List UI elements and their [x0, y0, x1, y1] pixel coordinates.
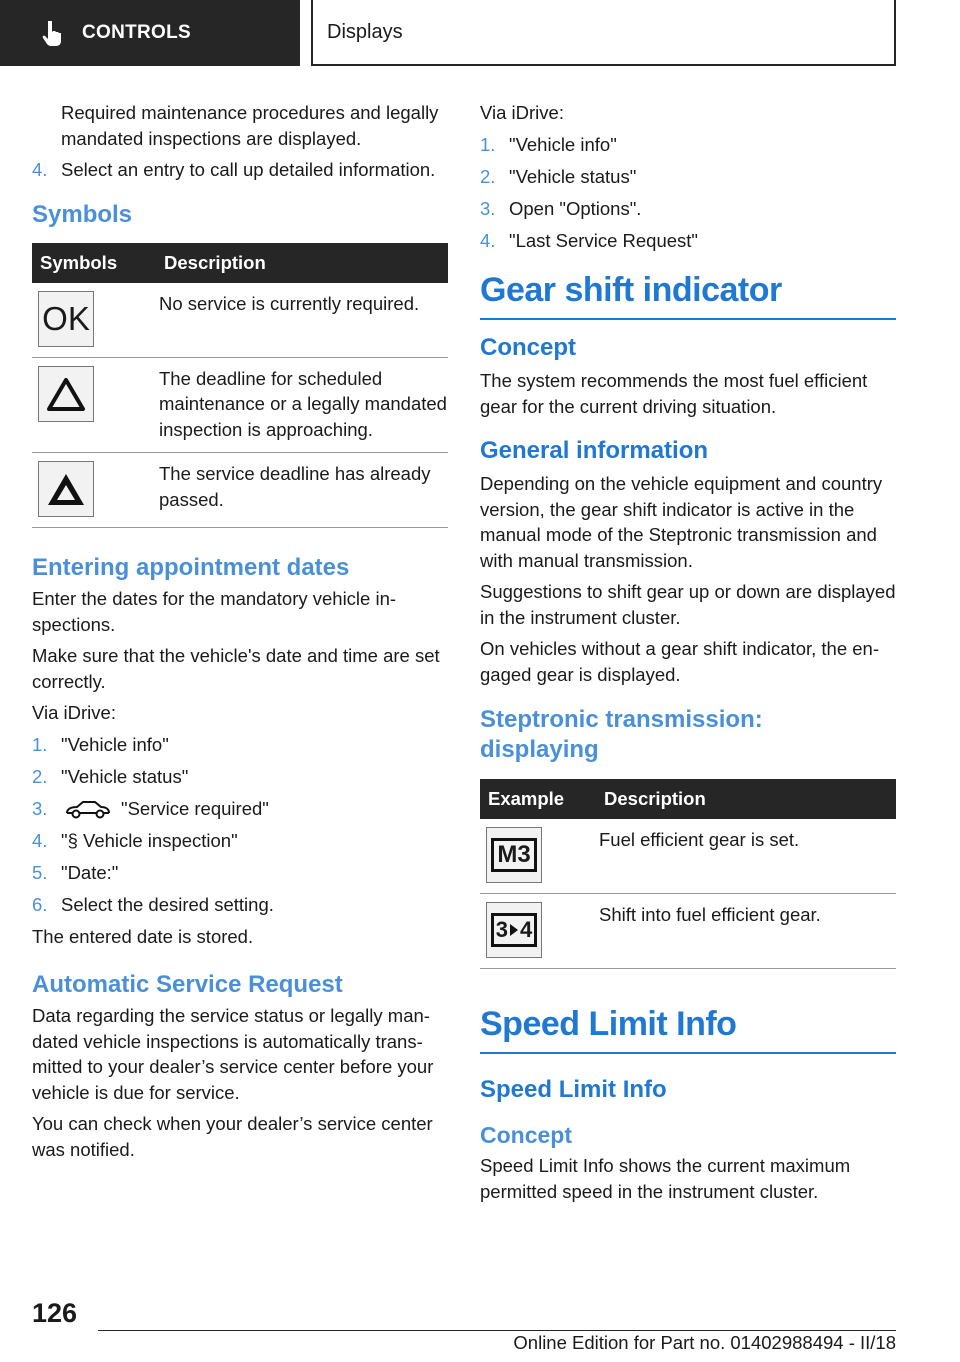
paragraph: You can check when your dealer’s service center was notified. — [32, 1113, 433, 1160]
table-cell: Fuel efficient gear is set. — [596, 819, 896, 894]
table-header: Example — [480, 779, 596, 819]
chapter-title: Displays — [327, 20, 403, 43]
shift-3-to-4-icon: 3 4 — [486, 902, 542, 958]
table-row — [480, 894, 896, 969]
m3-gear-icon: M3 — [486, 827, 542, 883]
paragraph: Via iDrive: — [32, 702, 116, 723]
table-cell: The service deadline has already passed. — [156, 453, 448, 528]
paragraph: Make sure that the vehicle's date and time are set correctly. — [32, 645, 440, 692]
list-item: 2. "Vehicle status" — [32, 765, 189, 787]
list-item: 6. Select the desired setting. — [32, 893, 274, 915]
car-service-icon — [63, 799, 111, 819]
table-cell: Shift into fuel efficient gear. — [596, 894, 896, 969]
page-number: 126 — [32, 1298, 78, 1328]
table-header: Description — [156, 243, 448, 283]
list-item: 4. "§ Vehicle inspection" — [32, 829, 238, 851]
example-table — [480, 779, 896, 969]
right-column — [480, 100, 896, 1210]
symbols-table — [32, 243, 448, 529]
list-item: 3. Open "Options". — [480, 197, 642, 219]
page-footer — [0, 1290, 960, 1362]
table-row — [480, 819, 896, 894]
asr-heading: Automatic Service Request — [32, 971, 343, 998]
list-item: 4. "Last Service Request" — [480, 229, 698, 251]
paragraph: The entered date is stored. — [32, 925, 254, 947]
ok-icon: OK — [38, 291, 94, 347]
speed-limit-heading: Speed Limit Info — [480, 1005, 896, 1054]
symbols-heading: Symbols — [32, 200, 133, 228]
list-item — [32, 157, 448, 183]
list-item: 3. "Service required" — [32, 797, 269, 819]
paragraph: Speed Limit Info shows the current maximum permitted speed in the instrument cluster. — [480, 1155, 851, 1202]
general-info-heading: General information — [480, 437, 709, 464]
paragraph: Depending on the vehicle equipment and country version, the gear shift indicator is active in the manual mode of the Steptronic transmission and with manual transmission. — [480, 473, 883, 571]
concept-heading: Concept — [480, 334, 576, 361]
edition-note: Online Edition for Part no. 01402988494 - II/18 — [513, 1332, 896, 1353]
paragraph: Via iDrive: — [480, 102, 564, 123]
step-list — [480, 132, 896, 254]
chapter-box — [311, 0, 896, 66]
warning-triangle-filled-icon — [38, 461, 94, 517]
list-item: 1. "Vehicle info" — [32, 733, 169, 755]
paragraph: Data regarding the service status or legally mandated vehicle inspections is automatically transmitted to your dealer’s service center before your vehicle is due for service. — [32, 1005, 434, 1103]
table-row — [32, 283, 448, 358]
paragraph: The system recommends the most fuel efficient gear for the current driving situation. — [480, 370, 868, 417]
table-row — [32, 453, 448, 528]
paragraph: Enter the dates for the mandatory vehicle inspections. — [32, 588, 397, 635]
paragraph: On vehicles without a gear shift indicator, the engaged gear is displayed. — [480, 638, 880, 685]
page-header — [0, 0, 960, 66]
list-item: 1. "Vehicle info" — [480, 133, 617, 155]
step-number: 4. — [32, 159, 48, 180]
table-header: Description — [596, 779, 896, 819]
section-tab — [0, 0, 300, 66]
gear-shift-heading: Gear shift indicator — [480, 271, 896, 320]
warning-triangle-outline-icon — [38, 366, 94, 422]
steptronic-heading: Steptronic transmission: displaying — [480, 706, 763, 763]
section-label: CONTROLS — [82, 22, 192, 43]
intro-continuation: Required maintenance procedures and legally mandated inspections are displayed. — [61, 102, 439, 149]
table-cell: The deadline for scheduled maintenance or a legally mandated inspection is approaching. — [156, 357, 448, 453]
step-list-continued — [32, 157, 448, 183]
step-text: Select an entry to call up detailed information. — [61, 159, 436, 180]
table-row — [32, 357, 448, 453]
speed-limit-concept-heading: Concept — [480, 1122, 572, 1148]
appointment-heading: Entering appointment dates — [32, 554, 350, 581]
table-cell: No service is currently required. — [156, 283, 448, 358]
left-column — [32, 100, 448, 1168]
step-list — [32, 732, 448, 918]
list-item: 2. "Vehicle status" — [480, 165, 637, 187]
speed-limit-subheading: Speed Limit Info — [480, 1076, 667, 1103]
list-item: 5. "Date:" — [32, 861, 119, 883]
hand-touch-icon — [38, 18, 68, 48]
paragraph: Suggestions to shift gear up or down are displayed in the instrument cluster. — [480, 581, 896, 628]
table-header: Symbols — [32, 243, 156, 283]
